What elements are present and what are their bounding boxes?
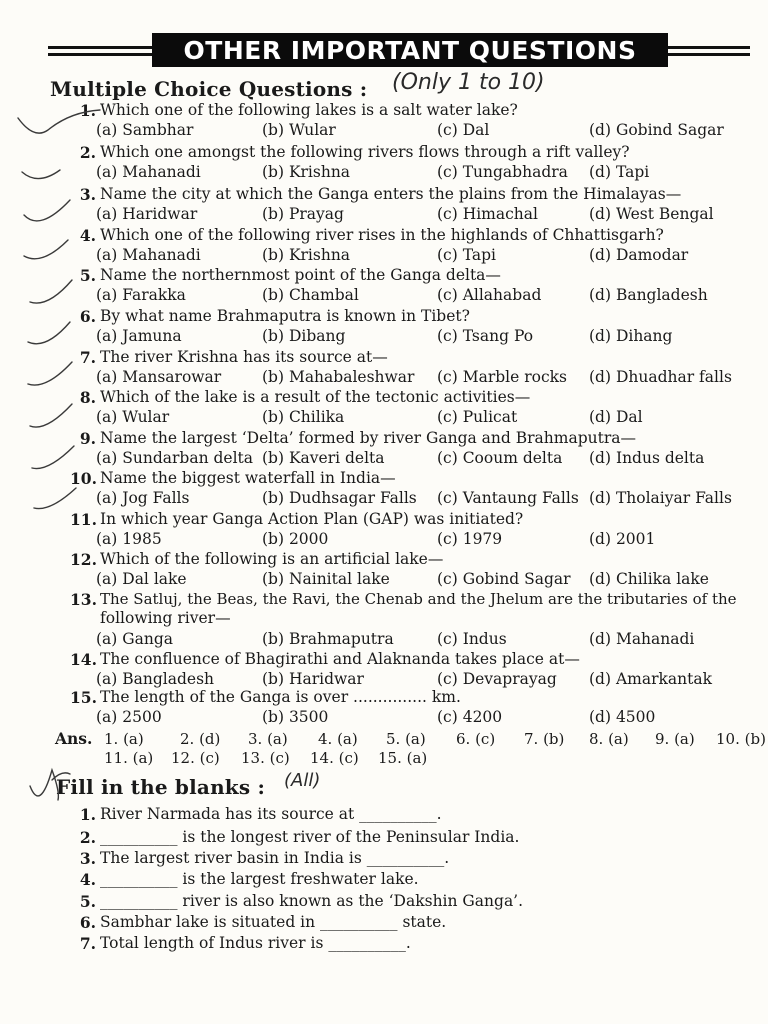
mcq-option: (d) Mahanadi [589, 630, 695, 648]
mcq-option: (d) West Bengal [589, 205, 714, 223]
question-number: 4. [79, 226, 96, 245]
mcq-option: (c) Marble rocks [437, 368, 567, 386]
question-number: 7. [79, 348, 96, 367]
answer-key-item: 10. (b) [716, 730, 766, 748]
mcq-option: (a) 1985 [96, 530, 162, 548]
question-number: 14. [70, 650, 97, 669]
mcq-option: (c) Pulicat [437, 408, 518, 426]
mcq-option: (b) Chilika [262, 408, 345, 426]
question-number: 3. [79, 185, 96, 204]
mcq-option: (c) Indus [437, 630, 507, 648]
tick-mark [32, 446, 74, 469]
item-text: River Narmada has its source at __________. [100, 805, 442, 823]
mcq-option: (a) Sundarban delta [96, 449, 254, 467]
fill-heading: Fill in the blanks : [56, 775, 266, 799]
mcq-option: (d) Indus delta [589, 449, 705, 467]
mcq-option: (d) 2001 [589, 530, 656, 548]
answer-key-item: 13. (c) [241, 749, 290, 767]
mcq-option: (a) Mansarowar [96, 368, 222, 386]
answer-key-item: 1. (a) [104, 730, 144, 748]
question-text: Which one of the following lakes is a salt water lake? [100, 101, 518, 119]
mcq-option: (a) Jamuna [96, 327, 182, 345]
title-rule-left-2 [48, 53, 152, 56]
mcq-option: (c) Vantaung Falls [437, 489, 579, 507]
mcq-option: (a) 2500 [96, 708, 162, 726]
mcq-option: (d) Tapi [589, 163, 650, 181]
mcq-option: (c) Tsang Po [437, 327, 534, 345]
question-text: The length of the Ganga is over ............... km. [100, 688, 461, 706]
answer-key-item: 9. (a) [655, 730, 695, 748]
answer-key-item: 14. (c) [310, 749, 359, 767]
mcq-option: (c) Allahabad [437, 286, 542, 304]
mcq-option: (d) Gobind Sagar [589, 121, 724, 139]
tick-mark [24, 240, 68, 259]
question-text: Which one amongst the following rivers flows through a rift valley? [100, 143, 630, 161]
mcq-option: (c) Tungabhadra [437, 163, 568, 181]
item-text: __________ is the largest freshwater lake. [100, 870, 419, 888]
mcq-option: (c) 1979 [437, 530, 503, 548]
question-text-continued: following river— [100, 609, 231, 627]
mcq-option: (b) 3500 [262, 708, 329, 726]
question-text: In which year Ganga Action Plan (GAP) was initiated? [100, 510, 524, 528]
mcq-option: (b) 2000 [262, 530, 329, 548]
question-text: The Satluj, the Beas, the Ravi, the Chenab and the Jhelum are the tributaries of the [100, 590, 737, 608]
item-text: Sambhar lake is situated in __________ state. [100, 913, 447, 931]
mcq-option: (c) Himachal [437, 205, 538, 223]
question-number: 2. [79, 143, 96, 162]
tick-mark [30, 280, 72, 303]
question-number: 12. [70, 550, 97, 569]
mcq-option: (d) Dihang [589, 327, 673, 345]
item-text: The largest river basin in India is __________. [100, 849, 450, 867]
title-rule-right-2 [668, 53, 750, 56]
mcq-handwritten-note: (Only 1 to 10) [392, 70, 545, 95]
mcq-option: (a) Sambhar [96, 121, 194, 139]
mcq-option: (c) Cooum delta [437, 449, 563, 467]
answers-label: Ans. [55, 729, 93, 748]
item-number: 2. [79, 828, 96, 847]
mcq-option: (d) Damodar [589, 246, 689, 264]
mcq-option: (a) Dal lake [96, 570, 187, 588]
mcq-option: (a) Farakka [96, 286, 186, 304]
mcq-option: (a) Jog Falls [96, 489, 190, 507]
answer-key-item: 7. (b) [524, 730, 565, 748]
mcq-option: (b) Kaveri delta [262, 449, 385, 467]
mcq-option: (b) Krishna [262, 246, 351, 264]
answer-key-item: 15. (a) [378, 749, 428, 767]
question-text: Name the northernmost point of the Ganga delta— [100, 266, 501, 284]
tick-mark [28, 362, 72, 385]
mcq-option: (b) Brahmaputra [262, 630, 394, 648]
mcq-option: (b) Chambal [262, 286, 359, 304]
item-number: 6. [79, 913, 96, 932]
question-text: Which of the lake is a result of the tectonic activities— [100, 388, 531, 406]
title-rule-right [668, 46, 750, 49]
question-number: 11. [70, 510, 97, 529]
question-number: 13. [70, 590, 97, 609]
mcq-option: (c) 4200 [437, 708, 503, 726]
question-text: The river Krishna has its source at— [100, 348, 388, 366]
mcq-option: (b) Mahabaleshwar [262, 368, 415, 386]
page-title: OTHER IMPORTANT QUESTIONS [152, 33, 668, 67]
answer-key-item: 6. (c) [456, 730, 496, 748]
mcq-option: (a) Bangladesh [96, 670, 215, 688]
answer-key-item: 12. (c) [171, 749, 220, 767]
question-number: 10. [70, 469, 97, 488]
mcq-option: (d) 4500 [589, 708, 656, 726]
tick-mark [30, 404, 72, 427]
question-text: By what name Brahmaputra is known in Tibet? [100, 307, 470, 325]
mcq-option: (c) Devaprayag [437, 670, 557, 688]
answer-key-item: 11. (a) [104, 749, 154, 767]
mcq-option: (d) Amarkantak [589, 670, 712, 688]
mcq-option: (b) Prayag [262, 205, 344, 223]
mcq-option: (c) Gobind Sagar [437, 570, 571, 588]
mcq-option: (d) Tholaiyar Falls [589, 489, 732, 507]
item-text: Total length of Indus river is __________. [100, 934, 411, 952]
item-number: 1. [79, 805, 96, 824]
mcq-option: (c) Tapi [437, 246, 496, 264]
mcq-option: (b) Nainital lake [262, 570, 390, 588]
question-number: 15. [70, 688, 97, 707]
mcq-option: (a) Ganga [96, 630, 174, 648]
title-rule-left [48, 46, 152, 49]
item-number: 4. [79, 870, 96, 889]
mcq-option: (d) Bangladesh [589, 286, 708, 304]
question-number: 8. [79, 388, 96, 407]
mcq-option: (d) Dhuadhar falls [589, 368, 732, 386]
mcq-option: (a) Mahanadi [96, 246, 201, 264]
question-number: 9. [79, 429, 96, 448]
item-number: 5. [79, 892, 96, 911]
item-number: 3. [79, 849, 96, 868]
question-text: The confluence of Bhagirathi and Alaknanda takes place at— [100, 650, 580, 668]
mcq-option: (d) Chilika lake [589, 570, 709, 588]
mcq-heading: Multiple Choice Questions : [50, 77, 368, 101]
mcq-option: (a) Wular [96, 408, 170, 426]
question-text: Name the city at which the Ganga enters the plains from the Himalayas— [100, 185, 682, 203]
question-text: Name the largest ‘Delta’ formed by river Ganga and Brahmaputra— [100, 429, 636, 447]
tick-mark [30, 770, 58, 800]
mcq-option: (b) Wular [262, 121, 336, 139]
mcq-option: (b) Dibang [262, 327, 346, 345]
mcq-option: (c) Dal [437, 121, 490, 139]
question-number: 5. [79, 266, 96, 285]
question-text: Which one of the following river rises in the highlands of Chhattisgarh? [100, 226, 664, 244]
tick-mark [34, 488, 76, 509]
mcq-option: (a) Haridwar [96, 205, 198, 223]
mcq-option: (b) Dudhsagar Falls [262, 489, 417, 507]
mcq-option: (a) Mahanadi [96, 163, 201, 181]
answer-key-item: 4. (a) [318, 730, 358, 748]
answer-key-item: 2. (d) [180, 730, 221, 748]
mcq-option: (b) Krishna [262, 163, 351, 181]
fill-handwritten-note: (All) [284, 770, 321, 791]
question-number: 1. [79, 101, 96, 120]
tick-mark [28, 322, 70, 344]
item-text: __________ river is also known as the ‘Dakshin Ganga’. [100, 892, 524, 910]
answer-key-item: 5. (a) [386, 730, 426, 748]
question-text: Which of the following is an artificial lake— [100, 550, 444, 568]
item-number: 7. [79, 934, 96, 953]
tick-mark [24, 200, 70, 221]
item-text: __________ is the longest river of the Peninsular India. [100, 828, 520, 846]
answer-key-item: 3. (a) [248, 730, 288, 748]
question-number: 6. [79, 307, 96, 326]
mcq-option: (d) Dal [589, 408, 643, 426]
question-text: Name the biggest waterfall in India— [100, 469, 396, 487]
answer-key-item: 8. (a) [589, 730, 629, 748]
tick-mark [22, 170, 60, 179]
mcq-option: (b) Haridwar [262, 670, 364, 688]
